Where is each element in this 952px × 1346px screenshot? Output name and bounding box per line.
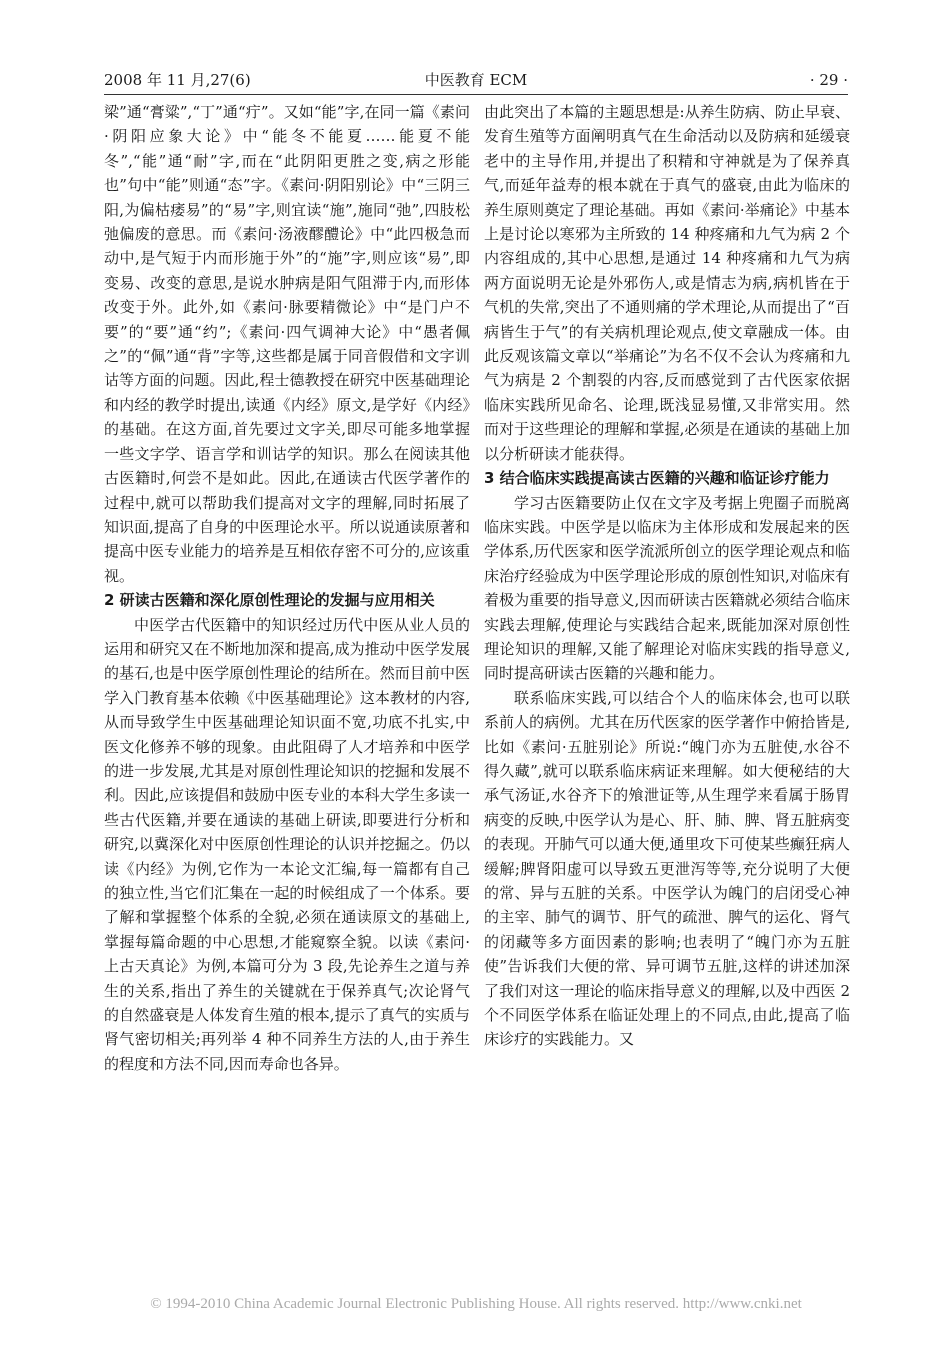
issue-date: 2008 年 11 月,27(6) [104,71,251,89]
paragraph: 中医学古代医籍中的知识经过历代中医从业人员的运用和研究又在不断地加深和提高,成为推动中医学发展的基石,也是中医学原创性理论的结所在。然而目前中医学入门教育基本依赖《中医基础理论》这本教材的内容,从而导致学生中医基础理论知识面不宽,功底不扎实,中医文化修养不够的现象。由此阻碍了人才培养和中医学的进一步发展,尤其是对原创性理论知识的挖掘和发展不利。因此,应该提倡和鼓励中医专业的本科大学生多读一些古代医籍,并要在通读的基础上研读,即要进行分析和研究,以冀深化对中医原创性理论的认识并挖掘之。仍以读《内经》为例,它作为一本论文汇编,每一篇都有自己的独立性,当它们汇集在一起的时候组成了一个体系。要了解和掌握整个体系的全貌,必须在通读原文的基础上,掌握每篇命题的中心思想,才能窥察全貌。以读《素问·上古天真论》为例,本篇可分为 3 段,先论养生之道与养生的关系,指出了养生的关键就在于保养真气;次论肾气的自然盛衰是人体发育生殖的根本,提示了真气的实质与肾气密切相关;再列举 4 种不同养生方法的人,由于养生的程度和方法不同,因而寿命也各异。 [104,615,470,1073]
left-column [104,100,470,1076]
header-rule [104,94,848,95]
paragraph: 由此突出了本篇的主题思想是:从养生防病、防止早衰、发育生殖等方面阐明真气在生命活动以及防病和延缓衰老中的主导作用,并提出了积精和守神就是为了保养真气,而延年益寿的根本就在于真气的盛衰,由此为临床的养生原则奠定了理论基础。再如《素问·举痛论》中基本上是讨论以寒邪为主所致的 14 种疼痛和九气为病 2 个内容组成的,其中心思想,是通过 14 种疼痛和九气为病两方面说明无论是外邪伤人,或是情志为病,病机皆在于气机的失常,突出了不通则痛的学术理论,从而提出了“百病皆生于气”的有关病机理论观点,使文章融成一体。由此反观该篇文章以“举痛论”为名不仅不会认为疼痛和九气为病是 2 个割裂的内容,反而感觉到了古代医家依据临床实践所见命名、论理,既浅显易懂,又非常实用。然而对于这些理论的理解和掌握,必须是在通读的基础上加以分析研读才能获得。 [484,103,850,463]
paragraph: 联系临床实践,可以结合个人的临床体会,也可以联系前人的病例。尤其在历代医家的医学著作中俯拾皆是,比如《素问·五脏别论》所说:“魄门亦为五脏使,水谷不得久藏”,就可以联系临床病证来理解。如大便秘结的大承气汤证,水谷齐下的飧泄证等,从生理学来看属于肠胃病变的反映,中医学认为是心、肝、肺、脾、肾五脏病变的表现。开肺气可以通大便,通里攻下可使某些癫狂病人缓解;脾肾阳虚可以导致五更泄泻等等,充分说明了大便的常、异与五脏的关系。中医学认为魄门的启闭受心神的主宰、肺气的调节、肝气的疏泄、脾气的运化、肾气的闭藏等多方面因素的影响;也表明了“魄门亦为五脏使”告诉我们大便的常、异可调节五脏,这样的讲述加深了我们对这一理论的临床指导意义的理解,以及中西医 2 个不同医学体系在临证处理上的不同点,由此,提高了临床诊疗的实践能力。又 [484,688,850,1049]
page-number: · 29 · [809,71,848,89]
paragraph: 学习古医籍要防止仅在文字及考据上兜圈子而脱离临床实践。中医学是以临床为主体形成和发展起来的医学体系,历代医家和医学流派所创立的医学理论观点和临床治疗经验成为中医学理论形成的原创性知识,对临床有着极为重要的指导意义,因而研读古医籍就必须结合临床实践去理解,使理论与实践结合起来,既能加深对原创性理论知识的理解,又能了解理论对临床实践的指导意义,同时提高研读古医籍的兴趣和能力。 [484,493,850,683]
section-heading-2: 2 研读古医籍和深化原创性理论的发掘与应用相关 [104,591,435,610]
copyright-footer: © 1994-2010 China Academic Journal Electronic Publishing House. All rights reserved. http://www.cnki.net [150,1296,802,1312]
section-heading-3: 3 结合临床实践提高读古医籍的兴趣和临证诊疗能力 [484,469,830,488]
journal-name: 中医教育 ECM [424,71,528,89]
paragraph: 梁”通“膏粱”,“丁”通“疔”。又如“能”字,在同一篇《素问·阴阳应象大论》中“能冬不能夏……能夏不能冬”,“能”通“耐”字,而在“此阴阳更胜之变,病之形能也”句中“能”则通“态”字。《素问·阴阳别论》中“三阴三阳,为偏枯痿易”的“易”字,则宜读“施”,施同“弛”,四肢松弛偏废的意思。而《素问·汤液醪醴论》中“此四极急而动中,是气短于内而形施于外”的“施”字,则应该“易”,即变易、改变的意思,是说水肿病是阳气阻滞于内,而形体改变于外。此外,如《素问·脉要精微论》中“是门户不要”的“要”通“约”;《素问·四气调神大论》中“愚者佩之”的“佩”通“背”字等,这些都是属于同音假借和文字训诂等方面的问题。因此,程士德教授在研究中医基础理论和内经的教学时提出,读通《内经》原文,是学好《内经》的基础。在这方面,首先要过文字关,即尽可能多地掌握一些文字学、语言学和训诂学的知识。那么在阅读其他古医籍时,何尝不是如此。因此,在通读古代医学著作的过程中,就可以帮助我们提高对文字的理解,同时拓展了知识面,提高了自身的中医理论水平。所以说通读原著和提高中医专业能力的培养是互相依存密不可分的,应该重视。 [104,103,470,585]
running-header [104,66,848,94]
right-column [484,100,850,1052]
